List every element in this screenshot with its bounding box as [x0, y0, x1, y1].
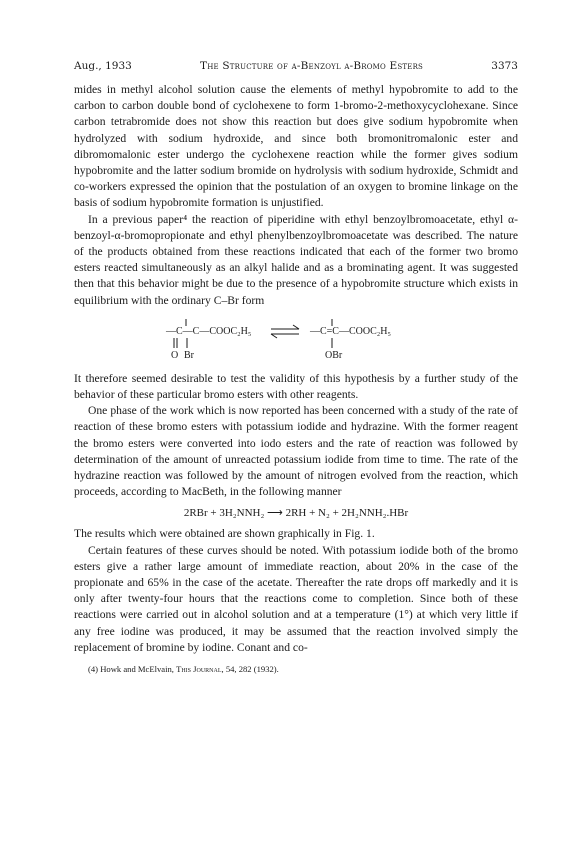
header-page-number: 3373 — [491, 60, 518, 72]
header-title: The Structure of α-Benzoyl α-Bromo Esters — [200, 60, 424, 72]
formula-left-chain: —C—C—COOC₂H₅ — [166, 325, 252, 337]
footnote-number: (4) — [88, 664, 99, 675]
footnote-journal: This Journal, — [176, 664, 224, 675]
footnote-citation: 54, 282 (1932). — [225, 664, 279, 675]
hydrazine-equation: 2RBr + 3H₂NNH₂ ⟶ 2RH + N₂ + 2H₂NNH₂.HBr — [183, 507, 409, 520]
footnote-authors: Howk and McElvain, — [100, 664, 174, 675]
formula-right-obr: OBr — [325, 349, 343, 361]
equilibrium-arrow-back-head — [271, 334, 277, 338]
paragraph-2: In a previous paper⁴ the reaction of piperidine with ethyl benzoylbromoacetate, ethyl α-benzoyl-α-bromopropionate and ethyl phenylbenzoylbromoacetate was described. The nature of the products obtained from these reactions indicated that each of the former two bromo esters reacted simultaneously as an alkyl halide and as a brominating agent. It was suggested then that this behavior might be due to the presence of a hypobromite structure which exists in equilibrium with the ordinary C–Br form — [74, 212, 518, 307]
paragraph-3: It therefore seemed desirable to test the validity of this hypothesis by a further study of the behavior of these particular bromo esters with other reagents. — [74, 371, 518, 402]
page — [74, 60, 518, 674]
structural-formula — [74, 317, 518, 365]
paragraph-5: The results which were obtained are shown graphically in Fig. 1. — [74, 527, 375, 541]
paragraph-1: mides in methyl alcohol solution cause the elements of methyl hypobromite to add to the carbon to carbon double bond of cyclohexene to form 1-bromo-2-methoxycyclohexane. Since carbon tetrabromide does not show this reaction but does give sodium hypobromite when hydrolyzed with sodium hydroxide, and since both bromonitromalonic ester and dibromomalonic ester undergo the cyclohexene reaction while the former gives sodium hypobromite and the latter sodium bromide on hydrolysis with sodium hydroxide, Schmidt and co-workers expressed the opinion that the postulation of an oxygen to bromine linkage on the basis of sodium hypobromite formation is unjustified. — [74, 83, 518, 210]
paragraph-4: One phase of the work which is now reported has been concerned with a study of the rate of reaction of these bromo esters with potassium iodide and hydrazine. With the former reagent the bromo esters were converted into iodo esters and the rate of reaction was followed by determination of the amount of unreacted potassium iodide from time to time. The rate of the hydrazine reaction was followed by the amount of nitrogen evolved from the reaction, which proceeds, according to MacBeth, in the following manner — [74, 404, 518, 499]
formula-svg — [74, 317, 518, 365]
equilibrium-arrow-forward-head — [293, 325, 299, 329]
footnote-4 — [88, 664, 518, 674]
running-header — [74, 60, 518, 76]
header-date: Aug., 1933 — [74, 60, 132, 72]
paragraph-6: Certain features of these curves should be noted. With potassium iodide both of the bromo esters give a rather large amount of immediate reaction, about 20% in the case of the propionate and 65% in the case of the acetate. Thereafter the rate drops off markedly and it is only after twenty-four hours that the reactions come to completion. Since both of these reactions were carried out in alcohol solution and at a temperature (1°) at which very little if any free iodine was produced, it may be assumed that the reaction involved simply the replacement of bromine by iodine. Conant and co- — [74, 543, 518, 654]
formula-left-bromine: Br — [184, 349, 194, 361]
formula-left-oxygen: O — [171, 349, 179, 361]
formula-right-chain: —C=C—COOC₂H₅ — [310, 325, 391, 337]
